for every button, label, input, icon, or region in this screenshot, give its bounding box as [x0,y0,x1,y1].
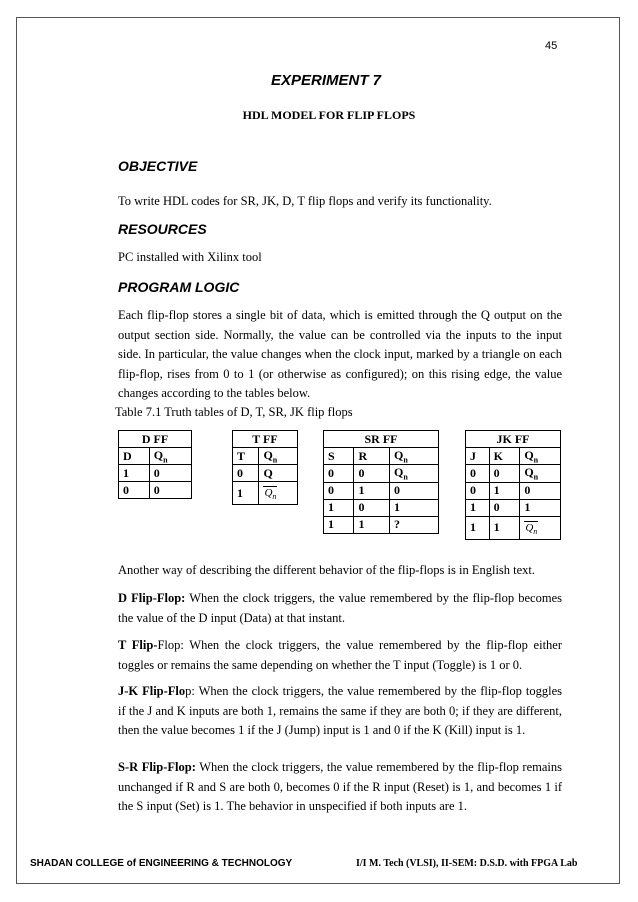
program-logic-heading: PROGRAM LOGIC [118,279,240,295]
d-ff-table [118,430,192,499]
table-title: SR FF [324,431,439,448]
table-cell: 1 [489,482,520,499]
t-ff-description: T Flip-Flop: When the clock triggers, the value remembered by the flip-flop either toggles or remains the same depending on whether the T input (Toggle) is 1 or 0. [118,638,562,672]
table-header: $Q_n$ [520,448,561,465]
sr-ff-description: S-R Flip-Flop: When the clock triggers, the value remembered by the flip-flop remains unchanged if R and S are both 0, becomes 0 if the R input (Reset) is 1, and becomes 1 if the S input (Set) is 1. The behavior in unspecified if both inputs are 1. [118,760,563,813]
table-caption: Table 7.1 Truth tables of D, T, SR, JK flip flops [115,405,353,419]
d-ff-description: D Flip-Flop: When the clock triggers, the value remembered by the flip-flop becomes the value of the D input (Data) at that instant. [118,591,562,625]
table-cell: 1 [520,499,561,516]
footer-course: I/I M. Tech (VLSI), II-SEM: D.S.D. with FPGA Lab [356,858,578,869]
jk-ff-description: J-K Flip-Flop: When the clock triggers, the value remembered by the flip-flop toggles if the J and K inputs are both 1, remains the same if they are both 0; if they are different, then the value becomes 1 if the J (Jump) input is 1 and 0 if the K (Kill) input is 1. [118,684,562,737]
table-cell: 0 [149,465,191,482]
resources-text: PC installed with Xilinx tool [118,250,262,264]
table-cell: 0 [149,482,191,499]
table-cell: 1 [390,499,439,516]
table-cell: 1 [354,516,390,533]
table-cell: 1 [466,499,490,516]
table-cell: 1 [466,516,490,539]
program-logic-text: Each flip-flop stores a single bit of data, which is emitted through the Q output on the output section side. Normally, the value can be controlled via the inputs to the input side. In particular, the value changes when the clock input, marked by a triangle on each flip-flop, rises from 0 to 1 (or otherwise as configured); on this rising edge, the value changes according to the tables below. [118,308,562,400]
table-header: D [119,448,150,465]
table-header: J [466,448,490,465]
table-cell: Q [259,465,298,482]
table-cell: 1 [324,499,354,516]
table-header: T [233,448,259,465]
table-cell: 0 [233,465,259,482]
table-cell: 0 [324,465,354,482]
resources-heading: RESOURCES [118,221,207,237]
objective-heading: OBJECTIVE [118,158,198,174]
table-cell: 0 [324,482,354,499]
table-cell: 0 [489,499,520,516]
table-cell: 0 [119,482,150,499]
table-cell: 0 [354,465,390,482]
table-header: K [489,448,520,465]
table-cell: 1 [324,516,354,533]
table-header: S [324,448,354,465]
jk-ff-table [465,430,561,540]
table-cell: 1 [489,516,520,539]
table-cell: 0 [466,482,490,499]
table-cell: 0 [466,465,490,482]
table-title: D FF [119,431,192,448]
experiment-title: EXPERIMENT 7 [270,72,382,89]
table-cell: $Q_n$ [520,465,561,482]
table-cell: 0 [489,465,520,482]
table-title: T FF [233,431,298,448]
table-cell: 1 [119,465,150,482]
table-header: R [354,448,390,465]
table-cell: 0 [354,499,390,516]
table-cell: 1 [233,482,259,505]
table-header: $Q_n$ [390,448,439,465]
table-cell: 0 [520,482,561,499]
intro-text: Another way of describing the different behavior of the flip-flops is in English text. [118,563,536,577]
table-cell: $Q_n$ [520,516,561,539]
table-cell: $Q_n$ [259,482,298,505]
table-header: $Q_n$ [259,448,298,465]
experiment-subtitle: HDL MODEL FOR FLIP FLOPS [242,108,416,122]
t-ff-table [232,430,298,505]
table-cell: 1 [354,482,390,499]
sr-ff-table [323,430,439,534]
table-cell: 0 [390,482,439,499]
footer-college: SHADAN COLLEGE of ENGINEERING & TECHNOLOGY [30,858,293,869]
page-number: 45 [545,40,558,52]
table-cell: ? [390,516,439,533]
table-title: JK FF [466,431,561,448]
table-cell: $Q_n$ [390,465,439,482]
table-header: $Q_n$ [149,448,191,465]
objective-text: To write HDL codes for SR, JK, D, T flip flops and verify its functionality. [118,194,492,208]
